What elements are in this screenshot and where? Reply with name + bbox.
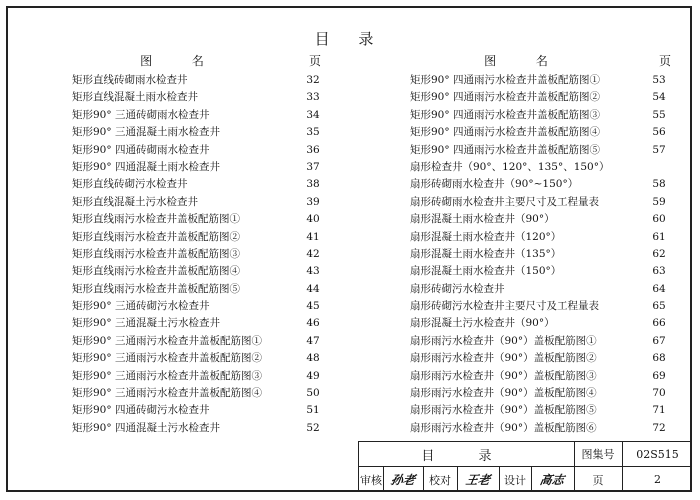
toc-row (410, 72, 680, 89)
toc-row (72, 72, 330, 89)
toc-entry-title: 扇形雨污水检查井（90°）盖板配筋图⑥ (410, 421, 597, 434)
toc-entry-title: 扇形检查井（90°、120°、135°、150°） (410, 160, 610, 173)
page-title: 目 录 (314, 30, 386, 48)
toc-row (72, 263, 330, 280)
toc-entry-page: 70 (652, 387, 666, 400)
toc-entry-page: 36 (306, 143, 320, 156)
header-page-label: 页 (308, 54, 321, 68)
toc-entry-title: 矩形直线雨污水检查井盖板配筋图⑤ (72, 282, 240, 295)
toc-row (410, 142, 680, 159)
toc-entry-title: 扇形雨污水检查井（90°）盖板配筋图③ (410, 369, 597, 382)
toc-entry-title: 扇形雨污水检查井（90°）盖板配筋图⑤ (410, 404, 597, 417)
toc-row (410, 176, 680, 193)
toc-row (410, 107, 680, 124)
toc-row (410, 298, 680, 315)
design-signature (531, 466, 574, 493)
toc-entry-title: 扇形混凝土雨水检查井（120°） (410, 230, 562, 243)
toc-entry-page: 68 (652, 352, 666, 365)
toc-row (410, 385, 680, 402)
toc-row (72, 350, 330, 367)
toc-row (72, 142, 330, 159)
toc-row (410, 89, 680, 106)
toc-entry-title: 矩形直线雨污水检查井盖板配筋图① (72, 213, 240, 226)
toc-entry-page: 64 (652, 282, 666, 295)
page-label: 页 (592, 473, 604, 487)
toc-entry-title: 矩形直线混凝土污水检查井 (72, 195, 198, 208)
atlas-number: 02S515 (636, 447, 679, 461)
toc-entry-title: 矩形直线雨污水检查井盖板配筋图④ (72, 265, 240, 278)
toc-row (410, 246, 680, 263)
toc-row (72, 176, 330, 193)
toc-entry-page: 38 (306, 178, 320, 191)
toc-row (72, 298, 330, 315)
toc-entry-title: 矩形90° 三通雨污水检查井盖板配筋图① (72, 334, 262, 347)
toc-entry-title: 扇形雨污水检查井（90°）盖板配筋图④ (410, 387, 597, 400)
toc-row (410, 263, 680, 280)
toc-row (72, 229, 330, 246)
toc-entry-page: 55 (652, 108, 666, 121)
toc-entry-title: 矩形90° 四通雨污水检查井盖板配筋图① (410, 74, 600, 86)
toc-entry-page: 33 (306, 91, 320, 104)
title-block (358, 441, 692, 492)
toc-entry-title: 矩形90° 三通雨污水检查井盖板配筋图② (72, 352, 262, 365)
toc-entry-title: 矩形直线雨污水检查井盖板配筋图② (72, 230, 240, 243)
toc-row (72, 281, 330, 298)
column-header (72, 52, 330, 72)
toc-entry-page: 67 (652, 334, 666, 347)
toc-row (410, 124, 680, 141)
toc-entry-title: 矩形90° 三通砖砌雨水检查井 (72, 108, 210, 121)
toc-row (410, 211, 680, 228)
toc-row (72, 211, 330, 228)
toc-entry-title: 扇形砖砌污水检查井主要尺寸及工程量表 (410, 300, 599, 313)
header-name-label: 图 名 (140, 54, 222, 68)
toc-entry-page: 35 (306, 126, 320, 139)
toc-entry-title: 矩形90° 四通混凝土污水检查井 (72, 421, 220, 434)
toc-row (410, 368, 680, 385)
toc-entry-title: 矩形直线砖砌污水检查井 (72, 178, 188, 191)
toc-entry-title: 扇形砖砌雨水检查井（90°~150°） (410, 178, 579, 191)
toc-entry-page: 69 (652, 369, 666, 382)
toc-column-left (72, 52, 330, 437)
toc-entry-title: 矩形90° 四通雨污水检查井盖板配筋图③ (410, 108, 600, 121)
toc-entry-title: 矩形90° 三通混凝土雨水检查井 (72, 126, 220, 139)
toc-row (410, 315, 680, 332)
toc-entry-page: 49 (306, 369, 320, 382)
toc-entry-page: 62 (652, 247, 666, 260)
toc-entry-page: 57 (652, 143, 666, 156)
header-page-label: 页 (658, 54, 671, 68)
toc-row (410, 420, 680, 437)
toc-row (72, 89, 330, 106)
toc-row (72, 402, 330, 419)
toc-entry-page: 37 (306, 160, 320, 173)
toc-entry-title: 扇形混凝土雨水检查井（135°） (410, 247, 562, 260)
toc-entry-page: 32 (306, 74, 320, 86)
toc-entry-page: 53 (652, 74, 666, 86)
toc-entry-page: 39 (306, 195, 320, 208)
toc-entry-title: 矩形直线雨污水检查井盖板配筋图③ (72, 247, 240, 260)
toc-entry-title: 矩形直线混凝土雨水检查井 (72, 91, 198, 104)
toc-entry-page: 41 (306, 230, 320, 243)
title-block-title: 目 录 (421, 448, 512, 464)
toc-entry-page: 46 (306, 317, 320, 330)
toc-list-right (410, 72, 680, 437)
toc-row (72, 246, 330, 263)
toc-entry-title: 矩形90° 四通雨污水检查井盖板配筋图⑤ (410, 143, 600, 156)
check-signature-text: 王老 (464, 473, 492, 487)
design-signature-text: 高志 (539, 473, 566, 487)
toc-row (410, 333, 680, 350)
toc-entry-page: 72 (652, 421, 666, 434)
toc-entry-title: 扇形雨污水检查井（90°）盖板配筋图② (410, 352, 597, 365)
check-signature (457, 466, 499, 493)
check-label: 校对 (429, 473, 451, 487)
toc-entry-page: 52 (306, 421, 320, 434)
toc-row (410, 194, 680, 211)
design-label: 设计 (504, 473, 526, 487)
toc-column-right (410, 52, 680, 437)
toc-entry-title: 矩形90° 三通砖砌污水检查井 (72, 300, 210, 313)
toc-entry-page: 43 (306, 265, 320, 278)
toc-entry-title: 矩形90° 三通混凝土污水检查井 (72, 317, 220, 330)
toc-row (72, 194, 330, 211)
toc-entry-title: 矩形90° 四通雨污水检查井盖板配筋图② (410, 91, 600, 104)
toc-row (410, 350, 680, 367)
toc-entry-title: 扇形雨污水检查井（90°）盖板配筋图① (410, 334, 597, 347)
toc-entry-page: 47 (306, 334, 320, 347)
toc-row (72, 159, 330, 176)
toc-entry-page: 51 (306, 404, 320, 417)
toc-entry-title: 矩形90° 四通砖砌雨水检查井 (72, 143, 210, 156)
toc-entry-page: 54 (652, 91, 666, 104)
review-signature (383, 466, 423, 493)
toc-entry-title: 矩形90° 四通雨污水检查井盖板配筋图④ (410, 126, 600, 139)
toc-entry-page: 65 (652, 300, 666, 313)
toc-entry-page: 71 (652, 404, 666, 417)
toc-entry-page: 44 (306, 282, 320, 295)
toc-entry-page: 60 (652, 213, 666, 226)
toc-row (72, 333, 330, 350)
header-name-label: 图 名 (484, 54, 566, 68)
toc-entry-title: 扇形砖砌雨水检查井主要尺寸及工程量表 (410, 195, 599, 208)
toc-list-left (72, 72, 330, 437)
toc-entry-page: 58 (652, 178, 666, 191)
toc-row (410, 402, 680, 419)
toc-entry-title: 矩形90° 四通砖砌污水检查井 (72, 404, 210, 417)
toc-row (410, 229, 680, 246)
toc-entry-page: 34 (306, 108, 320, 121)
toc-row (72, 107, 330, 124)
toc-row (72, 420, 330, 437)
toc-entry-page: 48 (306, 352, 320, 365)
toc-entry-title: 矩形90° 四通混凝土雨水检查井 (72, 160, 220, 173)
column-header (410, 52, 680, 72)
toc-entry-page: 45 (306, 300, 320, 313)
toc-entry-title: 扇形砖砌污水检查井 (410, 282, 505, 295)
toc-entry-title: 矩形90° 三通雨污水检查井盖板配筋图④ (72, 387, 262, 400)
page-number: 2 (654, 473, 661, 486)
toc-entry-page: 61 (652, 230, 666, 243)
toc-entry-page: 56 (652, 126, 666, 139)
atlas-label: 图集号 (581, 448, 615, 461)
toc-entry-title: 扇形混凝土雨水检查井（90°） (410, 213, 555, 226)
toc-entry-title: 扇形混凝土雨水检查井（150°） (410, 265, 562, 278)
toc-row (72, 385, 330, 402)
toc-entry-page: 66 (652, 317, 666, 330)
toc-entry-page: 63 (652, 265, 666, 278)
toc-row (72, 368, 330, 385)
toc-row (72, 124, 330, 141)
toc-entry-page: 59 (652, 195, 666, 208)
review-label: 审核 (360, 473, 382, 487)
toc-row (410, 159, 680, 176)
review-signature-text: 孙老 (389, 473, 417, 487)
toc-entry-page: 42 (306, 247, 320, 260)
toc-row (410, 281, 680, 298)
toc-entry-page: 50 (306, 387, 320, 400)
toc-row (72, 315, 330, 332)
toc-entry-title: 矩形90° 三通雨污水检查井盖板配筋图③ (72, 369, 262, 382)
toc-entry-title: 扇形混凝土污水检查井（90°） (410, 317, 555, 330)
toc-entry-page: 40 (306, 213, 320, 226)
toc-entry-title: 矩形直线砖砌雨水检查井 (72, 74, 188, 86)
